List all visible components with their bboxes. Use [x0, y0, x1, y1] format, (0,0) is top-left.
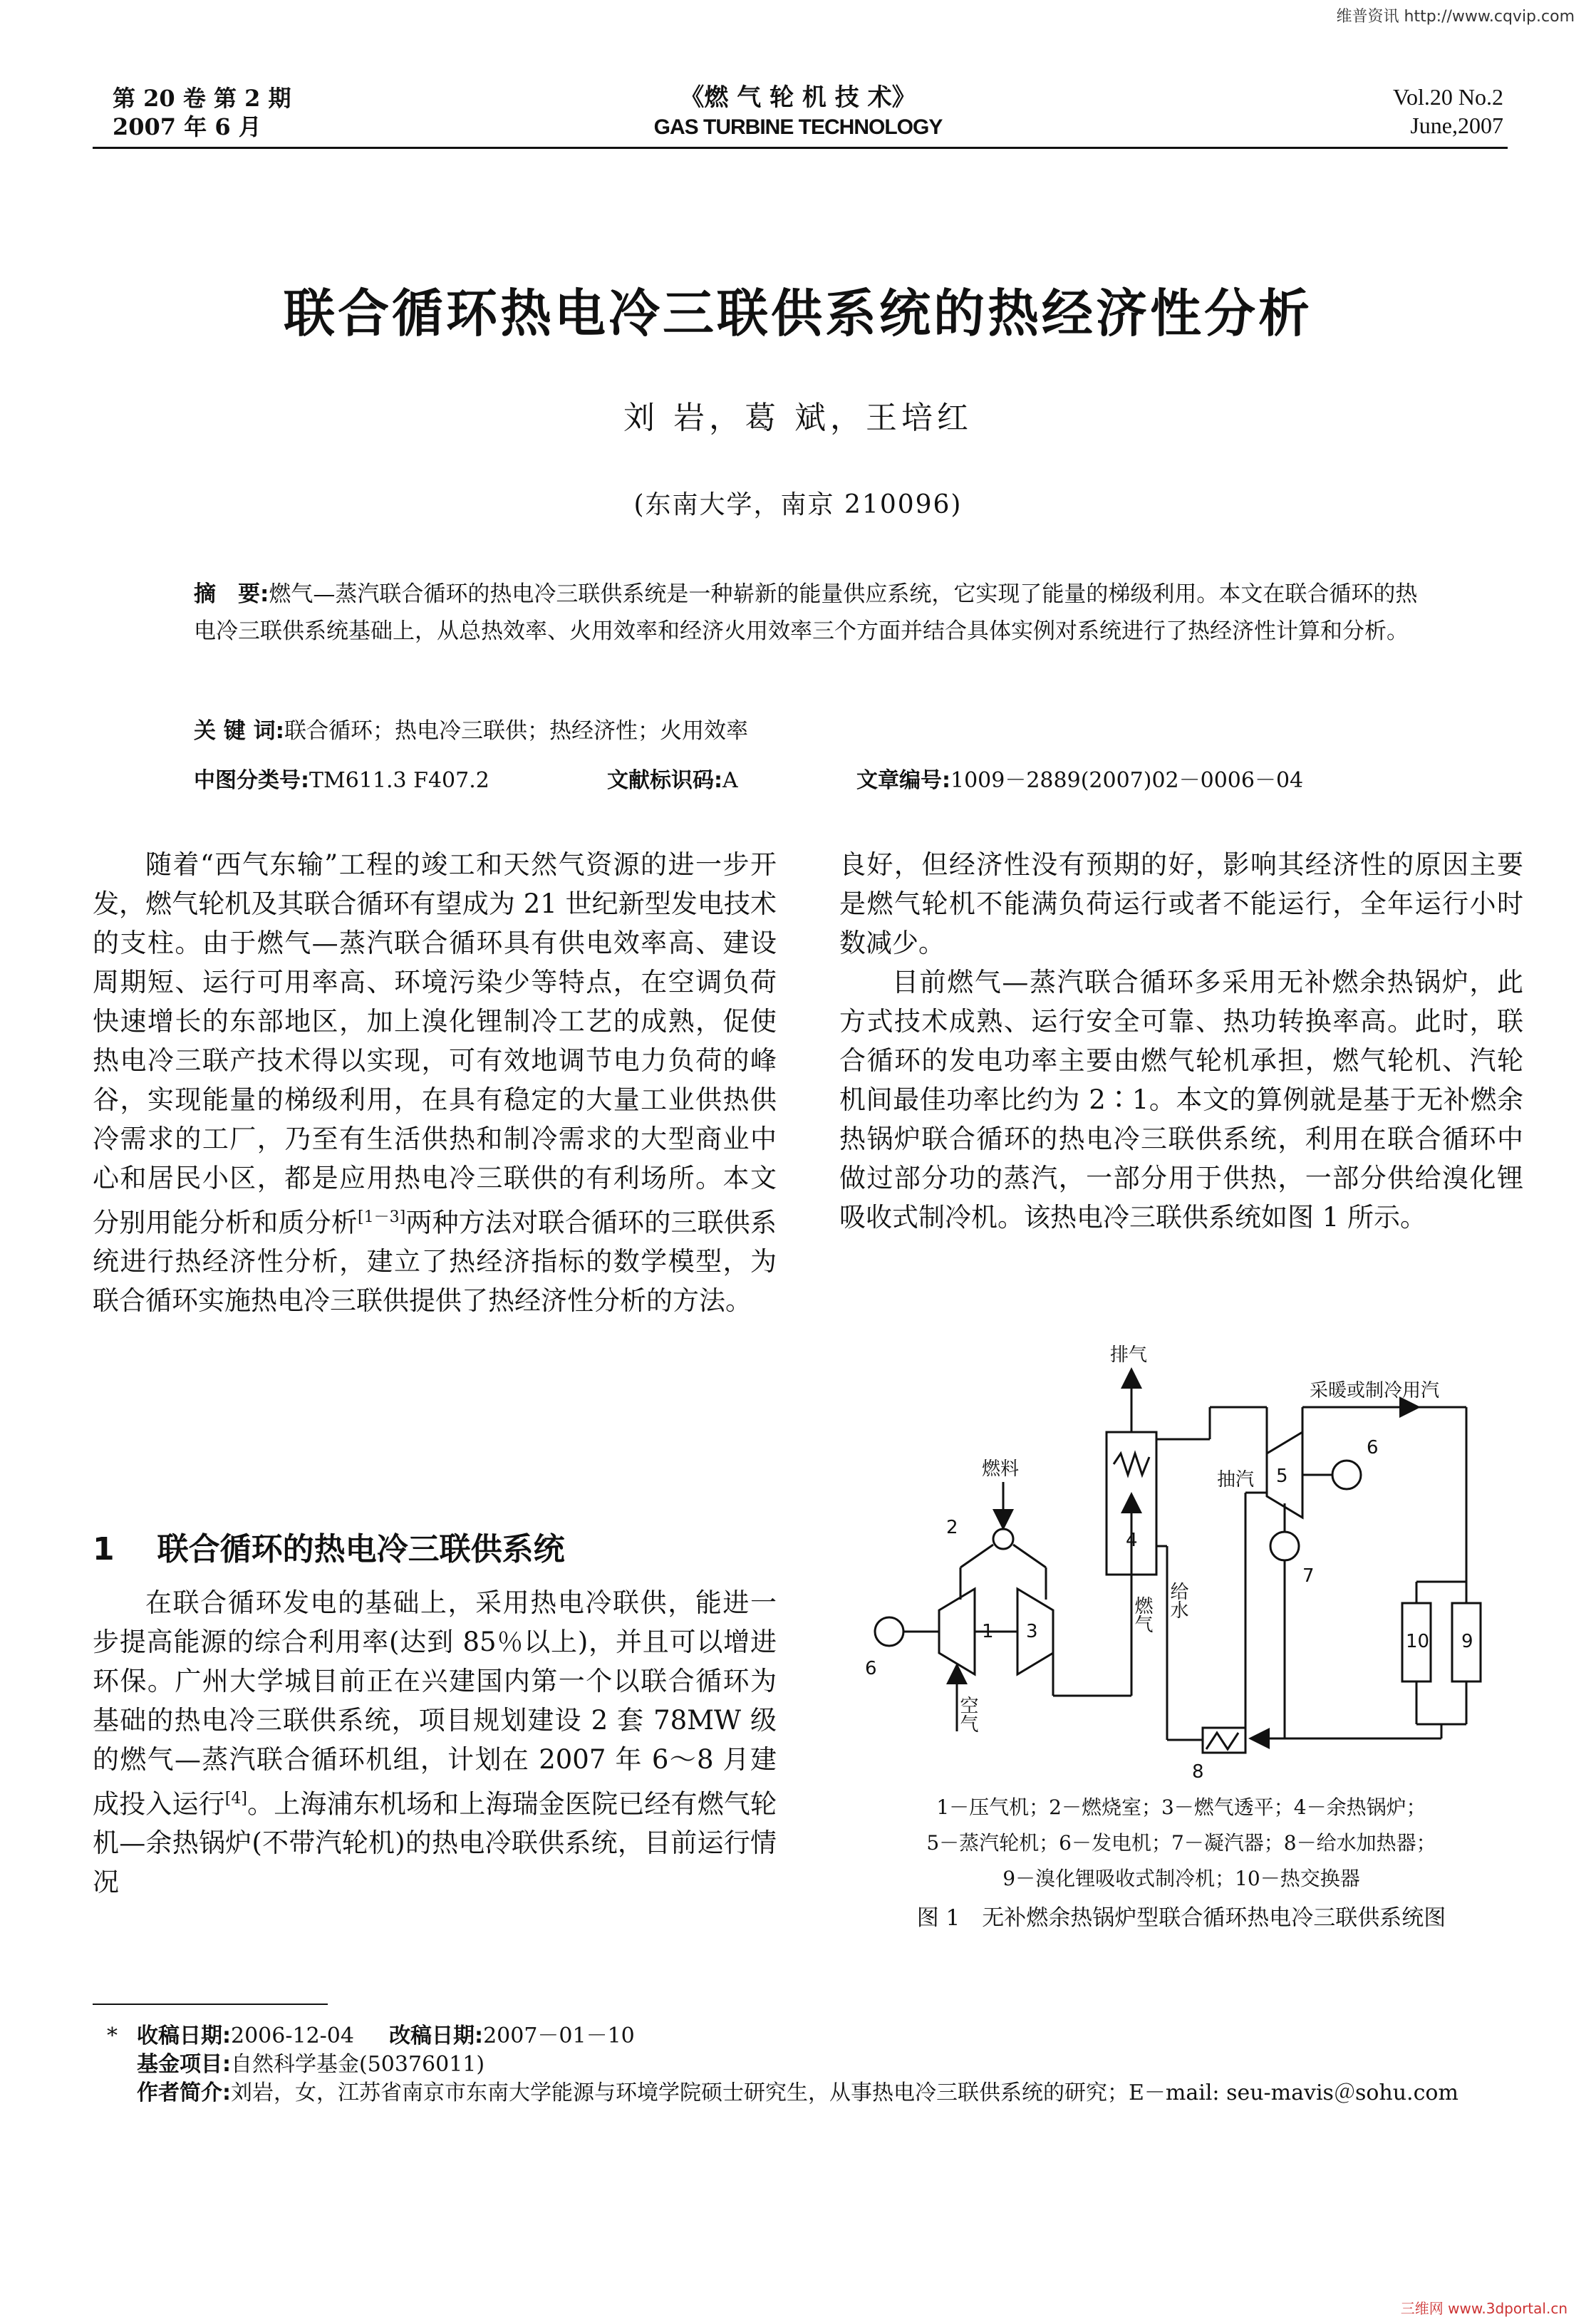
watermark-bottom: 三维网 www.3dportal.cn — [1400, 2300, 1568, 2317]
paper-title: 联合循环热电冷三联供系统的热经济性分析 — [283, 284, 1312, 343]
header-center — [0, 83, 1596, 142]
volume-cn: 第 20 卷 第 2 期 — [113, 85, 291, 112]
generator-left-shape — [875, 1617, 903, 1646]
body-right-column — [839, 845, 1523, 1237]
journal-cn: 《燃 气 轮 机 技 术》 — [680, 83, 916, 112]
body-text: 两种方法对联合循环的三联供系统进行热经济性分析，建立了热经济指标的数学模型，为联合循环实施热电冷三联供提供了热经济性分析的方法。 — [93, 1207, 777, 1317]
authors: 刘 岩，葛 斌，王培红 — [623, 400, 973, 436]
citation: [4] — [224, 1790, 247, 1808]
volume-en: Vol.20 No.2 — [1393, 84, 1503, 110]
number-label: 5 — [1276, 1466, 1288, 1487]
abstract-text: 燃气—蒸汽联合循环的热电冷三联供系统是一种崭新的能量供应系统，它实现了能量的梯级利用。本文在联合循环的热电冷三联供系统基础上，从总热效率、火用效率和经济火用效率三个方面并结合具体实例对系统进行了热经济性计算和分析。 — [194, 581, 1418, 644]
footnote-dates — [137, 2022, 1519, 2051]
label-gas: 燃气 — [1131, 1596, 1153, 1633]
article-value: 1009－2889(2007)02－0006－04 — [950, 768, 1304, 793]
doc-label: 文献标识码: — [607, 768, 722, 793]
footnote-rule — [93, 2004, 328, 2005]
section-number: 1 — [93, 1531, 115, 1567]
body-text: 。上海浦东机场和上海瑞金医院已经有燃气轮机—余热锅炉(不带汽轮机)的热电冷联供系统，目前运行情况 — [93, 1788, 777, 1898]
number-label: 8 — [1192, 1761, 1204, 1783]
footnote-star: * — [107, 2023, 118, 2048]
keywords-label: 关 键 词: — [194, 718, 284, 744]
date-cn: 2007 年 6 月 — [113, 113, 261, 140]
body-paragraph — [93, 845, 777, 1320]
body-paragraph: 目前燃气—蒸汽联合循环多采用无补燃余热锅炉，此方式技术成熟、运行安全可靠、热功转换率高。此时，联合循环的发电功率主要由燃气轮机承担，燃气轮机、汽轮机间最佳功率比约为 2∶1。本文的算例就是基于无补燃余热锅炉联合循环的热电冷三联供系统，利用在联合循环中做过部分功的蒸汽，一部分用于供热，一部分供给溴化锂吸收式制冷机。该热电冷三联供系统如图 1 所示。 — [839, 967, 1523, 1233]
figure-caption: 图 1 无补燃余热锅炉型联合循环热电冷三联供系统图 — [916, 1905, 1446, 1931]
doc-value: A — [722, 768, 738, 793]
compressor-shape — [939, 1589, 975, 1674]
label-extraction: 抽汽 — [1217, 1469, 1255, 1491]
article-label: 文章编号: — [856, 768, 950, 793]
legend-line: 5－蒸汽轮机；6－发电机；7－凝汽器；8－给水加热器； — [926, 1831, 1436, 1855]
system-diagram — [839, 1339, 1523, 1788]
combustor-shape — [993, 1529, 1013, 1549]
clc-value: TM611.3 F407.2 — [309, 768, 489, 793]
section-title: 联合循环的热电冷三联供系统 — [157, 1531, 565, 1567]
number-label: 7 — [1302, 1565, 1315, 1587]
citation: [1－3] — [358, 1208, 406, 1226]
date-en: June,2007 — [1410, 113, 1503, 138]
figure-legend — [839, 1790, 1523, 1897]
label-fuel: 燃料 — [982, 1458, 1020, 1480]
revised-label: 改稿日期: — [389, 2023, 484, 2048]
number-label: 4 — [1126, 1530, 1138, 1551]
legend-line: 9－溴化锂吸收式制冷机；10－热交换器 — [1002, 1867, 1360, 1890]
label-air: 空气 — [957, 1696, 978, 1733]
body-left-column — [93, 845, 777, 1320]
footnote-fund — [137, 2051, 1519, 2079]
number-label: 6 — [1367, 1437, 1379, 1458]
footnote-author — [137, 2079, 1519, 2108]
legend-line: 1－压气机；2－燃烧室；3－燃气透平；4－余热锅炉； — [936, 1795, 1426, 1819]
label-exhaust: 排气 — [1110, 1344, 1148, 1366]
watermark-top: 维普资讯 http://www.cqvip.com — [1336, 8, 1575, 26]
label-heating-steam: 采暖或制冷用汽 — [1310, 1380, 1440, 1401]
number-label: 1 — [982, 1621, 994, 1642]
keywords-text: 联合循环；热电冷三联供；热经济性；火用效率 — [284, 718, 748, 744]
header-right — [1393, 83, 1503, 140]
author-label: 作者简介: — [137, 2080, 231, 2105]
body-text: 在联合循环发电的基础上，采用热电冷联供，能进一步提高能源的综合利用率(达到 85％以上)，并且可以增进环保。广州大学城目前正在兴建国内第一个以联合循环为基础的热电冷三联供系统，项目规划建设 2 套 78MW 级的燃气—蒸汽联合循环机组，计划在 2007 年 6～8 月建成投入运行 — [93, 1587, 777, 1820]
received-label: 收稿日期: — [137, 2023, 231, 2048]
condenser-shape — [1270, 1532, 1299, 1560]
footnote — [107, 2022, 1519, 2108]
fund-label: 基金项目: — [137, 2052, 231, 2077]
body-left-column-2 — [93, 1583, 777, 1902]
abstract — [194, 576, 1419, 650]
feedwater-heater-shape — [1203, 1728, 1245, 1753]
abstract-label: 摘 要: — [194, 581, 269, 607]
header-rule — [93, 147, 1508, 149]
author-text: 刘岩，女，江苏省南京市东南大学能源与环境学院硕士研究生，从事热电冷三联供系统的研究；E－mail: seu-mavis＠sohu.com — [231, 2080, 1458, 2105]
number-label: 3 — [1026, 1621, 1038, 1642]
number-label: 6 — [865, 1658, 877, 1679]
number-label: 2 — [946, 1517, 958, 1538]
label-feedwater: 给水 — [1167, 1582, 1188, 1619]
section-heading — [93, 1523, 565, 1569]
generator-right-shape — [1332, 1461, 1361, 1489]
affiliation: (东南大学，南京 210096) — [633, 490, 963, 519]
body-paragraph: 良好，但经济性没有预期的好，影响其经济性的原因主要是燃气轮机不能满负荷运行或者不能运行，全年运行小时数减少。 — [839, 849, 1523, 958]
received-date: 2006-12-04 — [231, 2023, 354, 2048]
number-label: 9 — [1461, 1631, 1473, 1652]
revised-date: 2007－01－10 — [483, 2023, 635, 2048]
body-paragraph — [93, 1583, 777, 1902]
fund-text: 自然科学基金(50376011) — [231, 2052, 485, 2077]
journal-en: GAS TURBINE TECHNOLOGY — [653, 115, 943, 139]
body-text: 随着“西气东输”工程的竣工和天然气资源的进一步开发，燃气轮机及其联合循环有望成为 21 世纪新型发电技术的支柱。由于燃气—蒸汽联合循环具有供电效率高、建设周期短、运行可用率高、环境污染少等特点，在空调负荷快速增长的东部地区，加上溴化锂制冷工艺的成熟，促使热电冷三联产技术得以实现，可有效地调节电力负荷的峰谷，实现能量的梯级利用，在具有稳定的大量工业供热供冷需求的工厂，乃至有生活供热和制冷需求的大型商业中心和居民小区，都是应用热电冷三联供的有利场所。本文分别用能分析和质分析 — [93, 849, 777, 1238]
number-label: 10 — [1406, 1631, 1430, 1652]
keywords — [194, 712, 748, 745]
clc-label: 中图分类号: — [194, 768, 309, 793]
